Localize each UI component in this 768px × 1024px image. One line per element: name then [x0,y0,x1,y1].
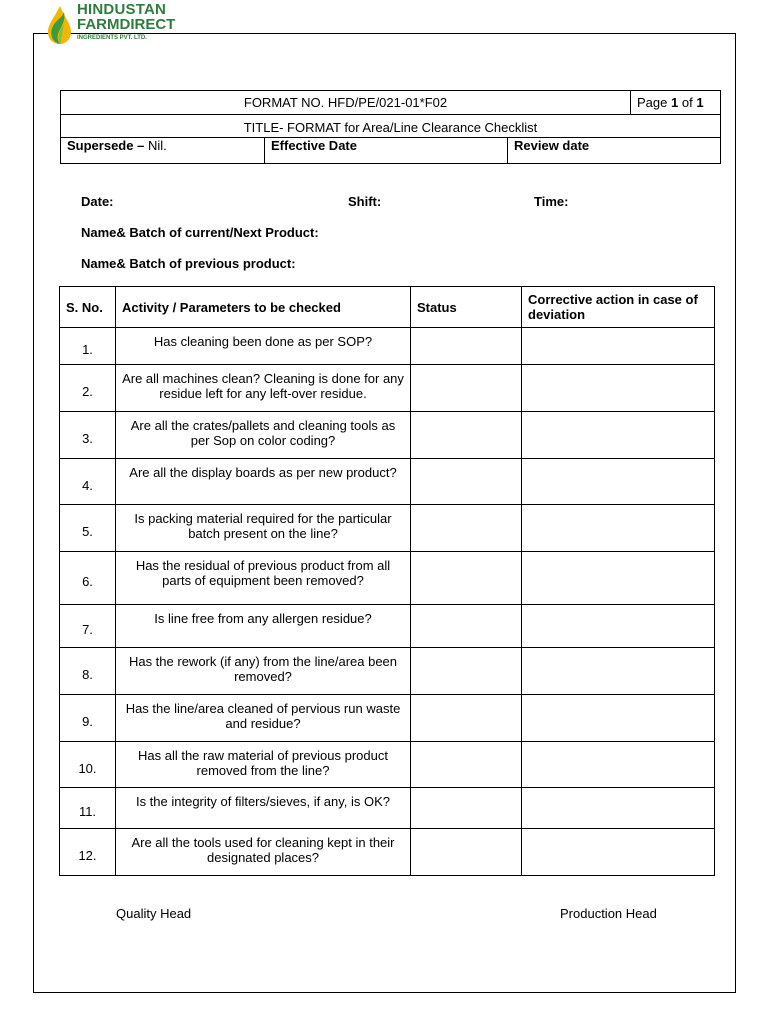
row-corrective-action-cell[interactable] [522,648,715,695]
page-of: of [681,95,693,110]
row-corrective-action-cell[interactable] [522,552,715,605]
table-row [60,648,715,695]
col-header-corrective-action: Corrective action in case of deviation [522,287,715,328]
row-activity: Has cleaning been done as per SOP? [116,328,411,365]
effective-date-label: Effective Date [264,138,507,163]
row-sno: 11. [60,788,116,829]
supersede-cell [61,138,264,163]
page-prefix: Page [637,95,668,110]
row-activity: Is line free from any allergen residue? [116,605,411,648]
header-row-dates [61,137,720,163]
table-row [60,742,715,788]
row-activity: Has the rework (if any) from the line/area been removed? [116,648,411,695]
row-corrective-action-cell[interactable] [522,505,715,552]
previous-product-label: Name& Batch of previous product: [81,256,296,271]
row-sno: 9. [60,695,116,742]
row-activity: Has the line/area cleaned of pervious run waste and residue? [116,695,411,742]
row-activity: Is packing material required for the particular batch present on the line? [116,505,411,552]
time-label: Time: [534,194,569,209]
table-row [60,365,715,412]
row-corrective-action-cell[interactable] [522,365,715,412]
leaf-drop-icon [44,4,74,46]
header-row-format [61,91,720,115]
table-header-row [60,287,715,328]
company-logo [44,2,194,46]
quality-head-signature: Quality Head [116,906,192,921]
format-number: FORMAT NO. HFD/PE/021-01*F02 [243,95,448,110]
logo-text-line2: FARMDIRECT [77,16,176,33]
row-status-cell[interactable] [411,412,522,459]
row-corrective-action-cell[interactable] [522,459,715,505]
row-corrective-action-cell[interactable] [522,695,715,742]
row-activity: Are all the crates/pallets and cleaning tools as per Sop on color coding? [116,412,411,459]
row-corrective-action-cell[interactable] [522,605,715,648]
row-sno: 10. [60,742,116,788]
row-sno: 6. [60,552,116,605]
supersede-label: Supersede – [67,138,145,153]
row-corrective-action-cell[interactable] [522,829,715,876]
col-header-status: Status [411,287,522,328]
table-row [60,695,715,742]
document-title: TITLE- FORMAT for Area/Line Clearance Checklist [243,120,538,135]
table-row [60,505,715,552]
shift-label: Shift: [348,194,382,209]
production-head-signature: Production Head [560,906,657,921]
checklist-table [59,286,715,876]
row-activity: Has the residual of previous product from all parts of equipment been removed? [116,552,411,605]
row-corrective-action-cell[interactable] [522,742,715,788]
col-header-activity: Activity / Parameters to be checked [116,287,411,328]
row-activity: Are all the display boards as per new product? [116,459,411,505]
row-status-cell[interactable] [411,829,522,876]
document-header-table [60,90,721,164]
row-status-cell[interactable] [411,505,522,552]
row-sno: 2. [60,365,116,412]
logo-text-line1: HINDUSTAN [77,1,167,18]
row-sno: 7. [60,605,116,648]
row-status-cell[interactable] [411,648,522,695]
row-corrective-action-cell[interactable] [522,788,715,829]
row-sno: 4. [60,459,116,505]
row-status-cell[interactable] [411,788,522,829]
row-activity: Is the integrity of filters/sieves, if any, is OK? [116,788,411,829]
logo-text-line3: INGREDIENTS PVT. LTD. [77,35,147,41]
date-label: Date: [81,194,114,209]
review-date-label: Review date [507,138,720,163]
row-sno: 1. [60,328,116,365]
row-status-cell[interactable] [411,742,522,788]
row-status-cell[interactable] [411,552,522,605]
row-sno: 3. [60,412,116,459]
table-row [60,829,715,876]
row-activity: Are all the tools used for cleaning kept in their designated places? [116,829,411,876]
row-status-cell[interactable] [411,328,522,365]
table-row [60,788,715,829]
current-product-label: Name& Batch of current/Next Product: [81,225,319,240]
table-row [60,605,715,648]
page-number [630,91,720,114]
row-activity: Has all the raw material of previous product removed from the line? [116,742,411,788]
col-header-sno: S. No. [60,287,116,328]
row-sno: 5. [60,505,116,552]
row-corrective-action-cell[interactable] [522,328,715,365]
page-total: 1 [696,95,704,110]
row-status-cell[interactable] [411,695,522,742]
row-sno: 12. [60,829,116,876]
table-row [60,412,715,459]
row-sno: 8. [60,648,116,695]
table-row [60,552,715,605]
row-corrective-action-cell[interactable] [522,412,715,459]
row-activity: Are all machines clean? Cleaning is done for any residue left for any left-over residue. [116,365,411,412]
table-row [60,459,715,505]
row-status-cell[interactable] [411,459,522,505]
row-status-cell[interactable] [411,605,522,648]
page-current: 1 [671,95,679,110]
table-row [60,328,715,365]
row-status-cell[interactable] [411,365,522,412]
supersede-value: Nil. [147,138,167,153]
